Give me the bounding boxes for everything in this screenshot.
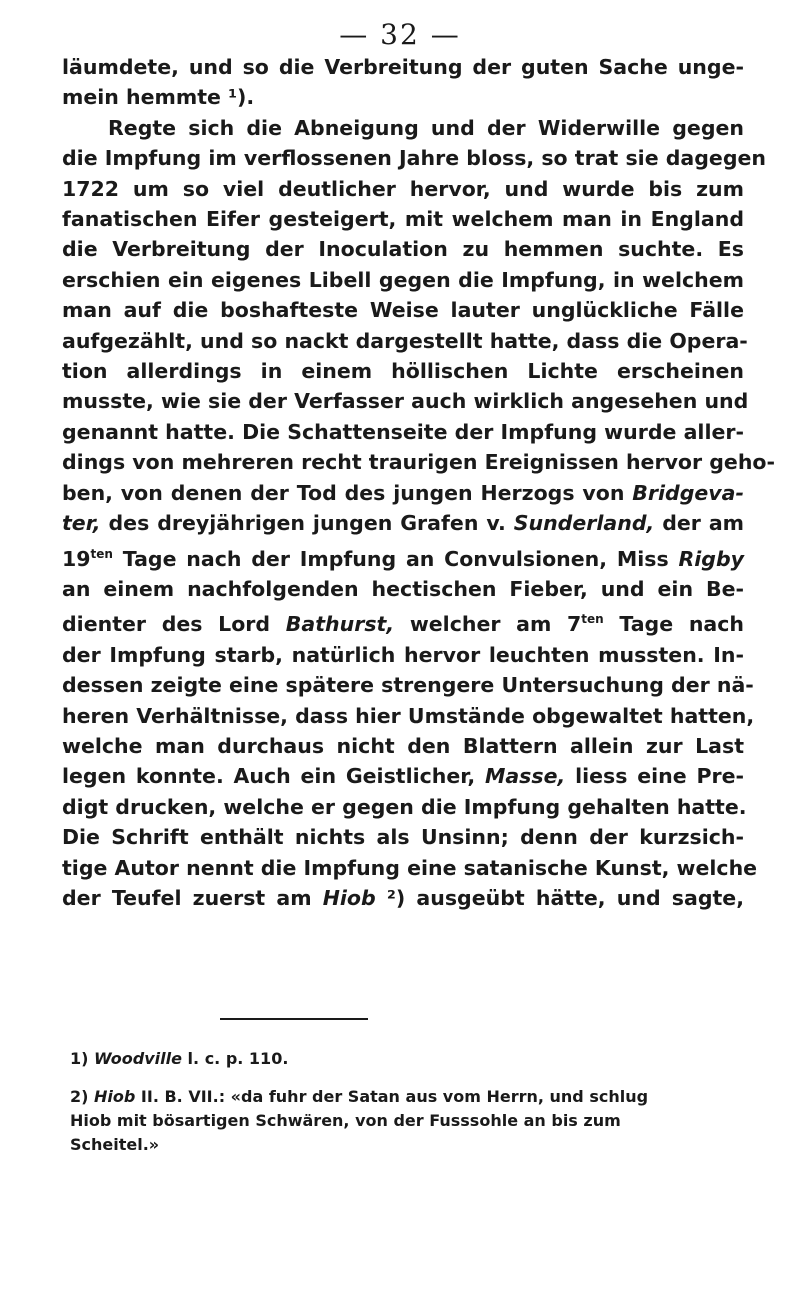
name-bridgewater-cont: ter, (62, 511, 101, 536)
name-masse: Masse, (484, 764, 566, 789)
text-line: musste, wie sie der Verfasser auch wirklich angesehen und (62, 389, 749, 414)
footnote-1 (70, 1047, 746, 1071)
text-line: man auf die boshafteste Weise lauter unglückliche Fälle (62, 298, 744, 323)
name-bridgewater: Bridgeva- (632, 480, 744, 505)
superscript: ten (90, 546, 113, 561)
text-run: Tage nach der Impfung an Convulsionen, Miss (112, 546, 679, 571)
text-line: läumdete, und so die Verbreitung der guten Sache unge- (62, 55, 744, 79)
text-line: dings von mehreren recht traurigen Ereignissen hervor geho- (62, 450, 776, 475)
text-run: legen konnte. Auch ein Geistlicher, (62, 764, 485, 789)
text-line (62, 539, 744, 574)
text-run: der Teufel zuerst am (62, 885, 323, 910)
footnote-source: Hiob (94, 1087, 136, 1106)
footnote-2 (70, 1085, 746, 1109)
text-line (62, 478, 744, 508)
text-run: ben, von denen der Tod des jungen Herzogs von (62, 480, 633, 505)
text-line: welche man durchaus nicht den Blattern allein zur Last (62, 733, 744, 758)
footnote-2-line-3: Scheitel.» (70, 1135, 160, 1154)
footnotes (70, 1047, 746, 1157)
footnote-number: 2) (70, 1087, 89, 1106)
text-line: tion allerdings in einem höllischen Lichte erscheinen (62, 359, 744, 384)
text-line: digt drucken, welche er gegen die Impfung gehalten hatte. (62, 794, 747, 819)
text-line: Regte sich die Abneigung und der Widerwille gegen (108, 115, 744, 140)
text-line: die Impfung im verflossenen Jahre bloss, so trat sie dagegen (62, 146, 766, 171)
text-line: mein hemmte ¹). (62, 85, 255, 110)
text-line: 1722 um so viel deutlicher hervor, und wurde bis zum (62, 176, 744, 201)
text-run: 19 (62, 546, 91, 571)
footnote-number: 1) (70, 1049, 89, 1068)
text-line (62, 883, 744, 913)
footnote-divider (220, 1018, 368, 1020)
name-sunderland: Sunderland, (513, 511, 655, 536)
name-hiob: Hiob (322, 885, 376, 910)
text-line: Die Schrift enthält nichts als Unsinn; denn der kurzsich- (62, 825, 744, 850)
text-line (62, 508, 744, 538)
text-line (62, 604, 744, 639)
footnote-text: l. c. p. 110. (181, 1049, 289, 1068)
text-run: liess eine Pre- (565, 764, 744, 789)
text-run: Tage nach (603, 612, 744, 637)
main-text (62, 52, 776, 913)
footnote-text: II. B. VII.: «da fuhr der Satan aus vom Herrn, und schlug (135, 1087, 649, 1106)
text-line: tige Autor nennt die Impfung eine satanische Kunst, welche (62, 855, 758, 880)
text-run: des dreyjährigen jungen Grafen v. (100, 511, 514, 536)
superscript: ten (581, 612, 604, 627)
text-line: dessen zeigte eine spätere strengere Untersuchung der nä- (62, 673, 754, 698)
text-line: aufgezählt, und so nackt dargestellt hatte, dass die Opera- (62, 328, 748, 353)
text-run: ²) ausgeübt hätte, und sagte, (375, 885, 744, 910)
footnote-2-line-2: Hiob mit bösartigen Schwären, von der Fusssohle an bis zum (70, 1111, 621, 1130)
name-rigby: Rigby (678, 546, 744, 571)
text-line: die Verbreitung der Inoculation zu hemmen suchte. Es (62, 237, 744, 262)
text-run: dienter des Lord (62, 612, 286, 637)
text-line: fanatischen Eifer gesteigert, mit welchem man in England (62, 207, 744, 232)
text-line: der Impfung starb, natürlich hervor leuchten mussten. In- (62, 642, 744, 667)
text-line: erschien ein eigenes Libell gegen die Impfung, in welchem (62, 267, 744, 292)
footnote-author: Woodville (94, 1049, 182, 1068)
text-run: der am (654, 511, 745, 536)
text-run: welcher am 7 (394, 612, 582, 637)
page-number: — 32 — (339, 18, 461, 51)
text-line (62, 761, 744, 791)
text-line: genannt hatte. Die Schattenseite der Impfung wurde aller- (62, 419, 744, 444)
text-line: heren Verhältnisse, dass hier Umstände obgewaltet hatten, (62, 703, 755, 728)
name-bathurst: Bathurst, (285, 612, 395, 637)
text-line: an einem nachfolgenden hectischen Fieber, und ein Be- (62, 576, 744, 601)
